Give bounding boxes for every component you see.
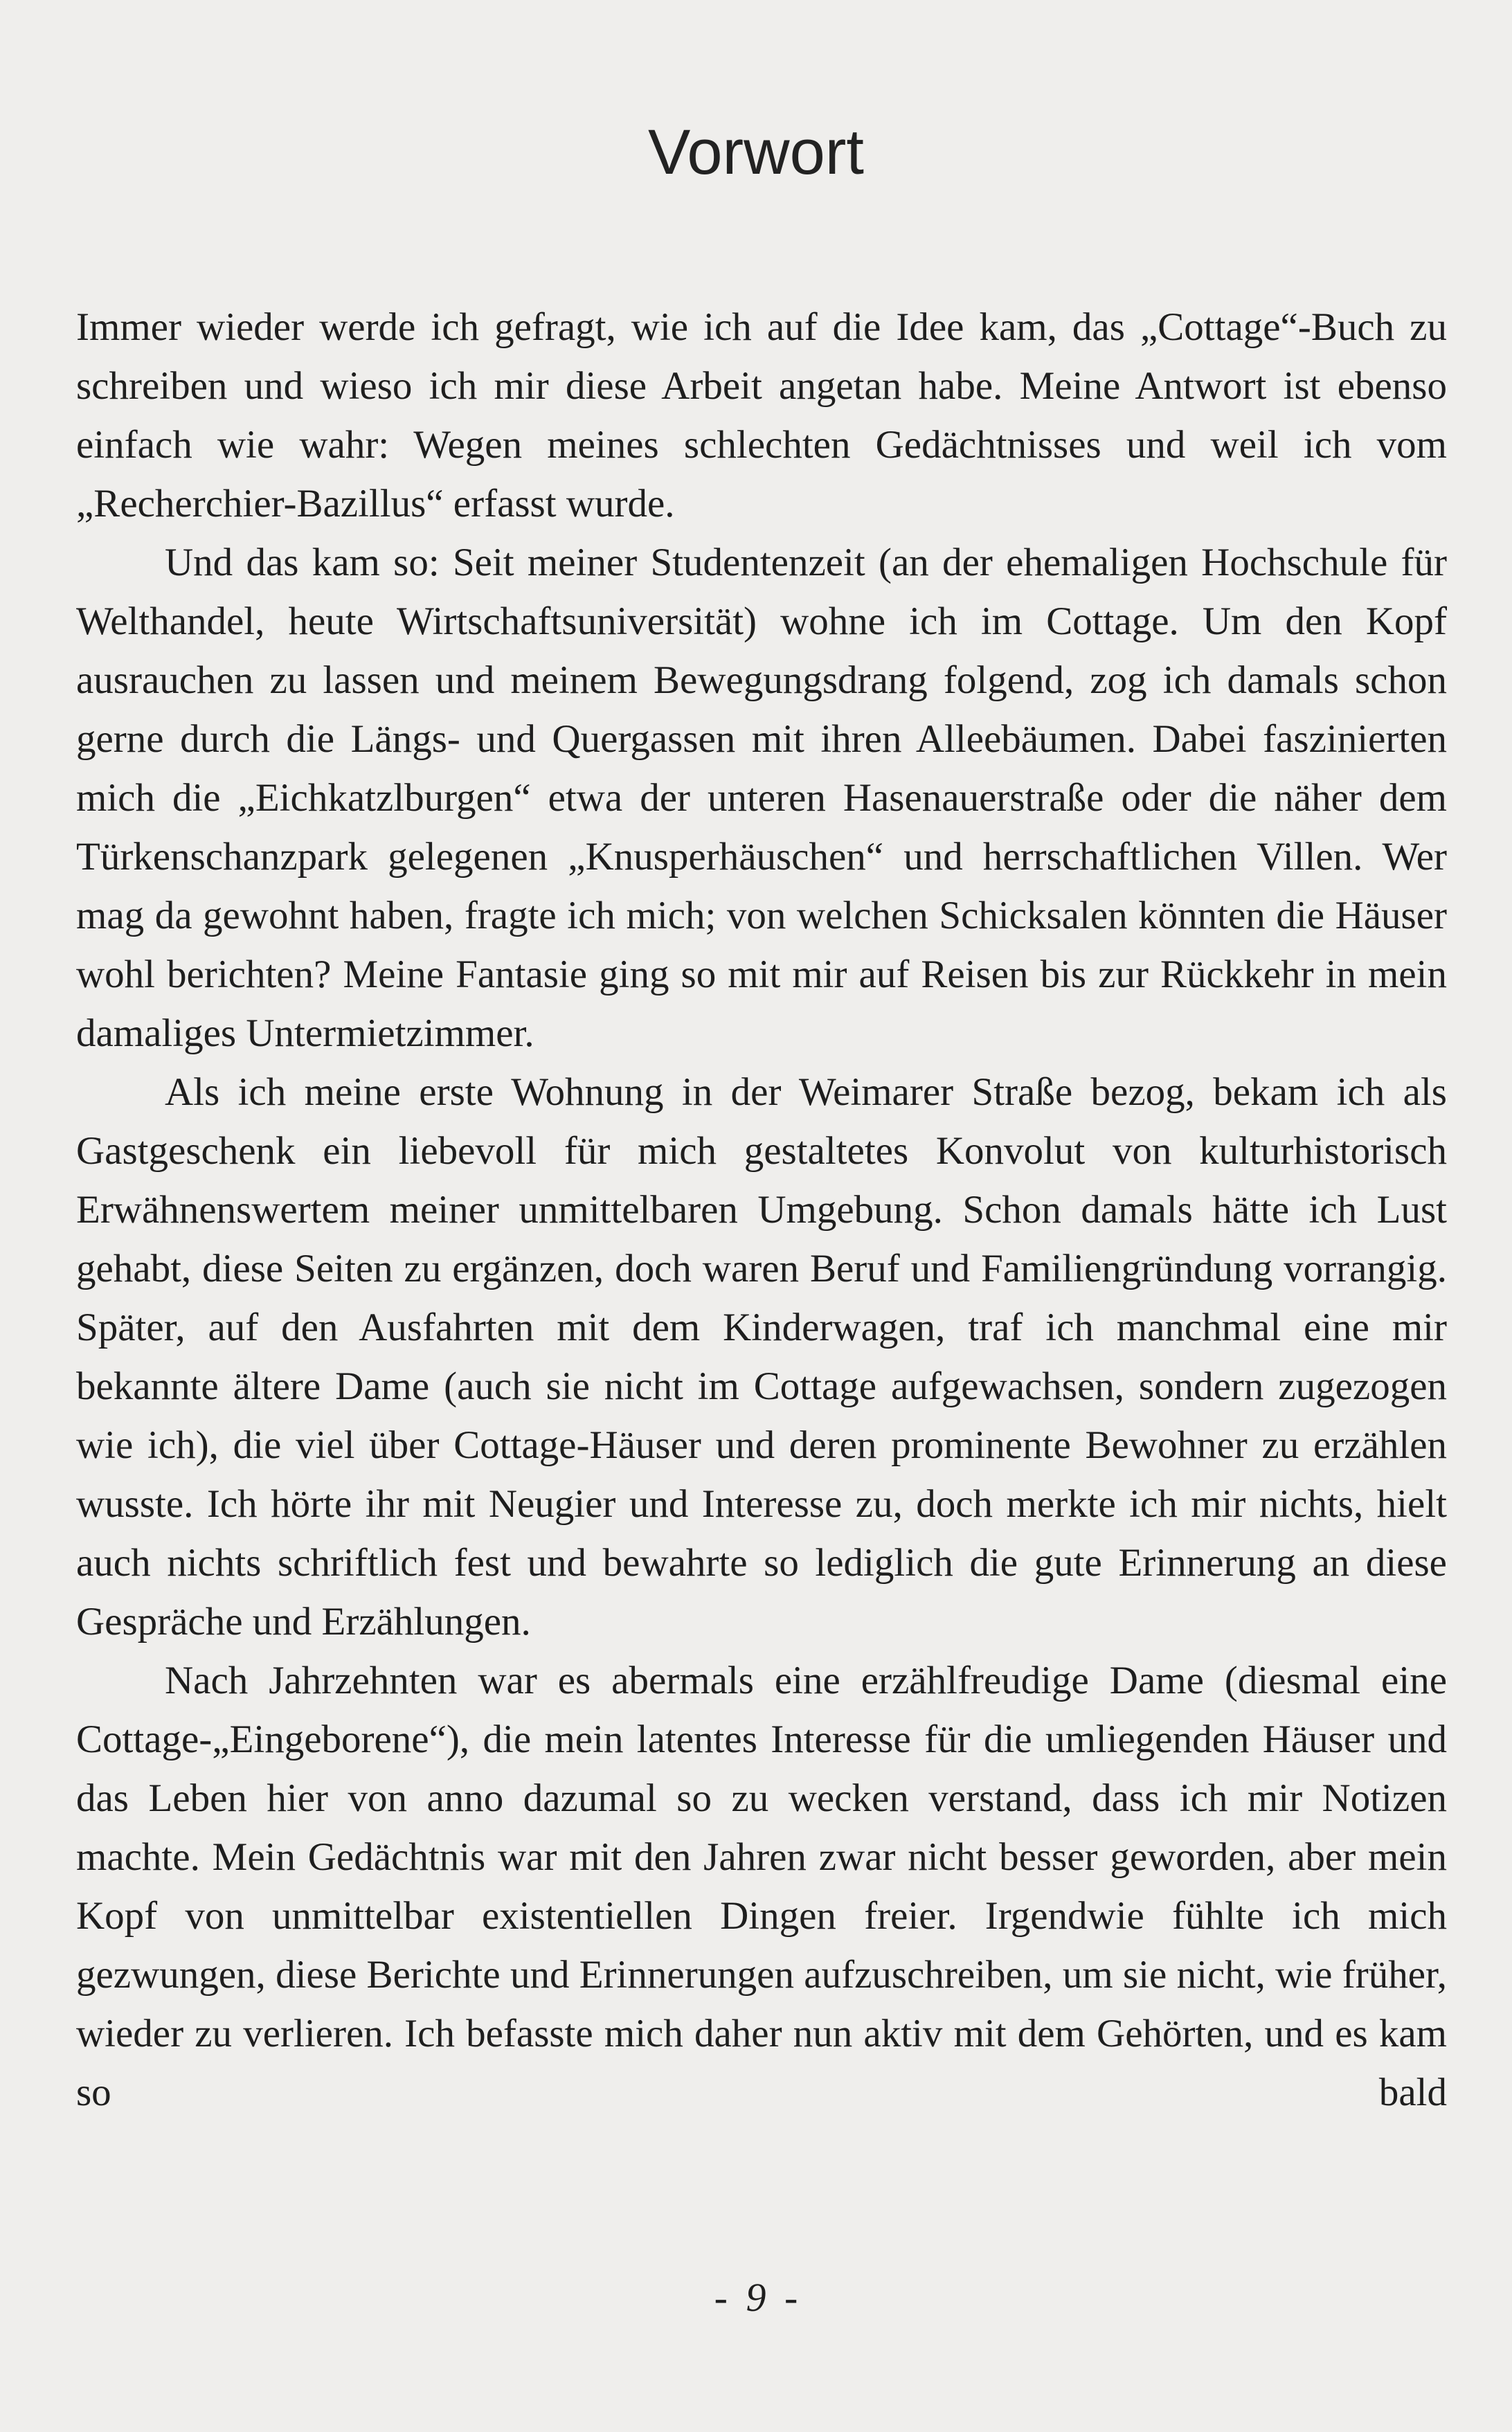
- paragraph: Immer wieder werde ich gefragt, wie ich auf die Idee kam, das „Cottage“-Buch zu schreiben und wieso ich mir diese Arbeit angetan habe. Meine Antwort ist ebenso einfach wie wahr: Wegen meines schlechten Gedächtnisses und weil ich vom „Recherchier-Bazillus“ erfasst wurde.: [76, 305, 1447, 525]
- paragraph: Nach Jahrzehnten war es abermals eine erzählfreudige Dame (diesmal eine Cottage-„Eingeborene“), die mein latentes Interesse für die umliegenden Häuser und das Leben hier von anno dazumal so zu wecken verstand, dass ich mir Notizen machte. Mein Gedächtnis war mit den Jahren zwar nicht besser geworden, aber mein Kopf von unmittelbar existentiellen Dingen freier. Irgendwie fühlte ich mich gezwungen, diese Berichte und Erinnerungen aufzuschreiben, um sie nicht, wie früher, wieder zu verlieren. Ich befasste mich daher nun aktiv mit dem Gehörten, und es kam so bald: [76, 1659, 1447, 2114]
- paragraph: Als ich meine erste Wohnung in der Weimarer Straße bezog, bekam ich als Gastgeschenk ein liebevoll für mich gestaltetes Konvolut von kulturhistorisch Erwähnenswertem meiner unmittelbaren Umgebung. Schon damals hätte ich Lust gehabt, diese Seiten zu ergänzen, doch waren Beruf und Familiengründung vorrangig. Später, auf den Ausfahrten mit dem Kinderwagen, traf ich manchmal eine mir bekannte ältere Dame (auch sie nicht im Cottage aufgewachsen, sondern zugezogen wie ich), die viel über Cottage-Häuser und deren prominente Bewohner zu erzählen wusste. Ich hörte ihr mit Neugier und Interesse zu, doch merkte ich mir nichts, hielt auch nichts schriftlich fest und bewahrte so lediglich die gute Erinnerung an diese Gespräche und Erzählungen.: [76, 1070, 1447, 1643]
- paragraph: Und das kam so: Seit meiner Studentenzeit (an der ehemaligen Hochschule für Welthandel, heute Wirtschaftsuniversität) wohne ich im Cottage. Um den Kopf ausrauchen zu lassen und meinem Bewegungsdrang folgend, zog ich damals schon gerne durch die Längs- und Quergassen mit ihren Alleebäumen. Dabei faszinierten mich die „Eichkatzlburgen“ etwa der unteren Hasenauerstraße oder die näher dem Türkenschanzpark gelegenen „Knusperhäuschen“ und herrschaftlichen Villen. Wer mag da gewohnt haben, fragte ich mich; von welchen Schicksalen könnten die Häuser wohl berichten? Meine Fantasie ging so mit mir auf Reisen bis zur Rückkehr in mein damaliges Untermietzimmer.: [76, 541, 1447, 1055]
- page-title: Vorwort: [648, 117, 864, 188]
- page-number: - 9 -: [714, 2275, 798, 2320]
- body-text: [76, 298, 1447, 2122]
